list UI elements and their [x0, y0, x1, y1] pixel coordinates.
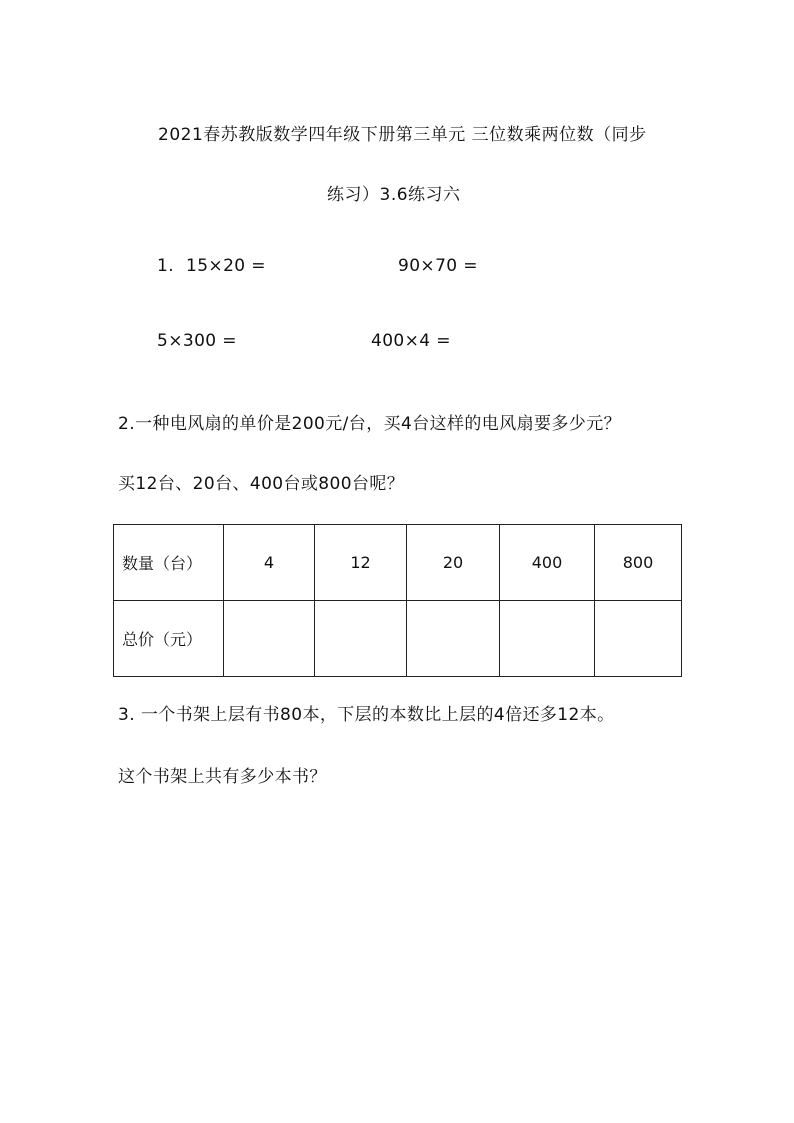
question-3-line-1: 3. 一个书架上层有书80本，下层的本数比上层的4倍还多12本。: [118, 705, 615, 725]
quantity-cell: 4: [224, 525, 315, 601]
quantity-cell: 20: [407, 525, 500, 601]
q1-item-1: 15×20 =: [186, 256, 266, 276]
title-line-1: 2021春苏教版数学四年级下册第三单元 三位数乘两位数（同步: [158, 125, 647, 145]
total-price-cell: [315, 601, 407, 677]
total-price-row: [114, 601, 682, 677]
price-table: [113, 524, 682, 677]
question-3-line-2: 这个书架上共有多少本书？: [118, 767, 327, 787]
title-line-2: 练习）3.6练习六: [327, 185, 461, 205]
total-price-cell: [407, 601, 500, 677]
q1-item-4: 400×4 =: [371, 331, 451, 351]
question-2-line-2: 买12台、20台、400台或800台呢？: [118, 474, 405, 494]
quantity-row: [114, 525, 682, 601]
quantity-cell: 12: [315, 525, 407, 601]
q1-item-3: 5×300 =: [157, 331, 237, 351]
quantity-header: 数量（台）: [114, 525, 224, 601]
total-price-header: 总价（元）: [114, 601, 224, 677]
total-price-cell: [500, 601, 595, 677]
total-price-cell: [224, 601, 315, 677]
q1-item-2: 90×70 =: [398, 256, 478, 276]
quantity-cell: 400: [500, 525, 595, 601]
quantity-cell: 800: [595, 525, 682, 601]
question-2-line-1: 2.一种电风扇的单价是200元/台，买4台这样的电风扇要多少元？: [118, 414, 622, 434]
question-1-number: 1.: [157, 256, 175, 276]
total-price-cell: [595, 601, 682, 677]
